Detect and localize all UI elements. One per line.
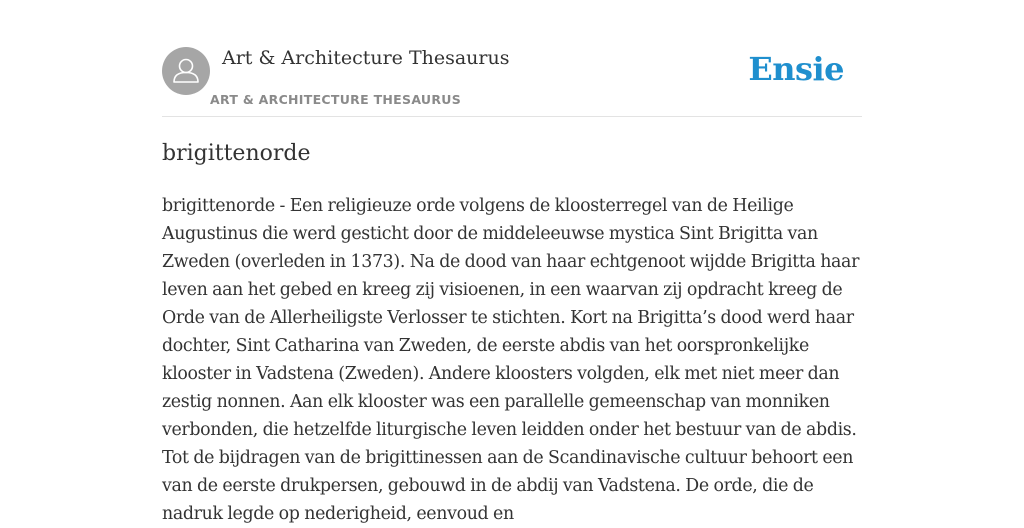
ensie-logo[interactable]: Ensie bbox=[748, 50, 844, 88]
content-container bbox=[162, 0, 862, 524]
source-subtitle: ART & ARCHITECTURE THESAURUS bbox=[210, 92, 462, 107]
source-header bbox=[162, 0, 862, 117]
user-icon[interactable] bbox=[162, 47, 210, 95]
source-title-link[interactable]: Art & Architecture Thesaurus bbox=[222, 47, 510, 69]
entry-body: brigittenorde - Een religieuze orde volgens de kloosterregel van de Heilige Augustinus die werd gesticht door de middeleeuwse mystica Sint Brigitta van Zweden (overleden in 1373). Na de dood van haar echtgenoot wijdde Brigitta haar leven aan het gebed en kreeg zij visioenen, in een waarvan zij opdracht kreeg de Orde van de Allerheiligste Verlosser te stichten. Kort na Brigitta’s dood werd haar dochter, Sint Catharina van Zweden, de eerste abdis van het oorspronkelijke klooster in Vadstena (Zweden). Andere kloosters volgden, elk met niet meer dan zestig nonnen. Aan elk klooster was een parallelle gemeenschap van monniken verbonden, die hetzelfde liturgische leven leidden onder het bestuur van de abdis. Tot de bijdragen van de brigittinessen aan de Scandinavische cultuur behoort een van de eerste drukpersen, gebouwd in de abdij van Vadstena. De orde, die de nadruk legde op nederigheid, eenvoud en bbox=[162, 196, 860, 524]
entry-title: brigittenorde bbox=[162, 141, 311, 166]
